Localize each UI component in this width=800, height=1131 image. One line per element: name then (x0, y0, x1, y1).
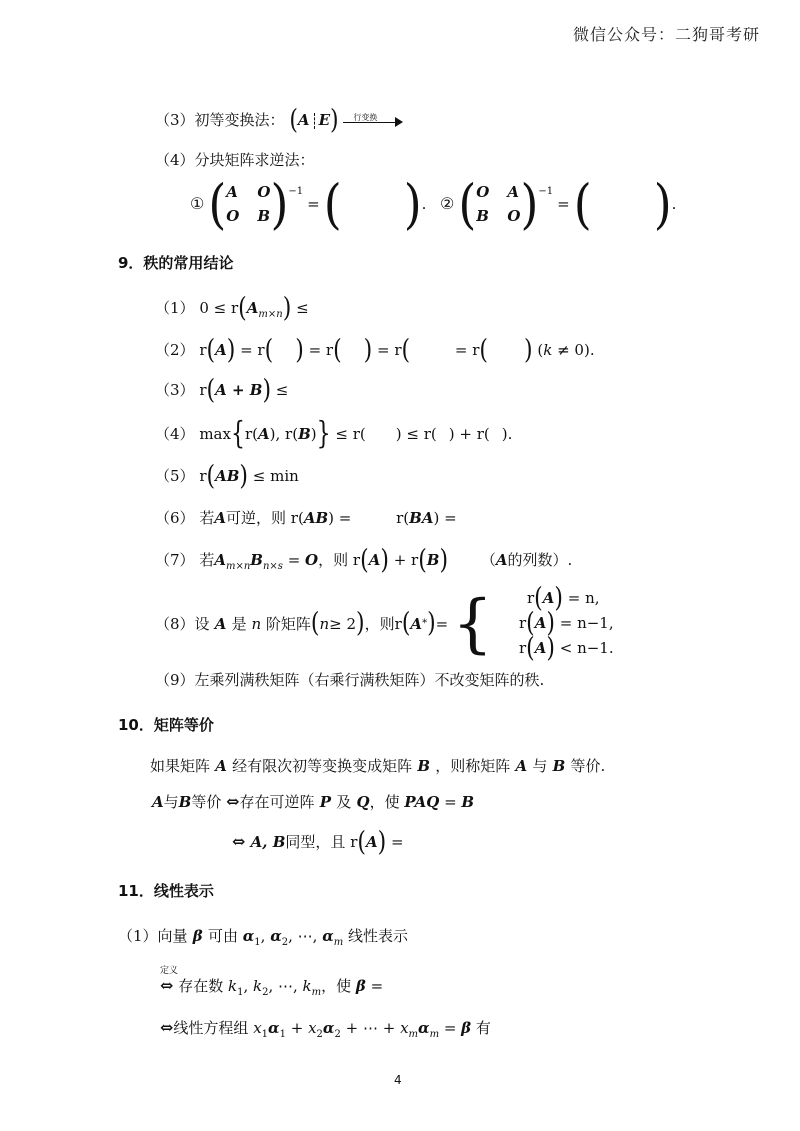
row-transform-arrow (343, 111, 403, 131)
rank-item-7: （7） 若$A_{m\times n}B_{n\times s} = O$，则 r(A) + r(B) （A的列数）. (155, 544, 573, 576)
linear-representation-item-1: （1）向量 β 可由 $\alpha_1$, $\alpha_2$, ⋯, $\alpha_m$ 线性表示 (118, 927, 409, 948)
rank-item-5: （5） r(AB) ≤ min (155, 460, 299, 492)
page-number: 4 (394, 1073, 402, 1087)
equivalence-condition-1: A与B等价 ⇔存在可逆阵 P 及 Q，使 PAQ = B (152, 792, 475, 811)
rank-item-6: （6） 若A可逆，则 r(AB) = r(BA) = (155, 509, 457, 527)
equivalence-condition-2: ⇔ A, B同型，且 r(A) = (232, 826, 404, 858)
watermark: 微信公众号：二狗哥考研 (572, 25, 760, 44)
rank-item-1: （1） $0 \le r(A_{m\times n})$ ≤ (155, 292, 309, 324)
adjoint-rank-cases: r(A) = n, r(A) = n−1, r(A) < n−1. (518, 582, 614, 664)
block-matrix: O A B O (476, 183, 521, 225)
circle-2: ② (440, 194, 455, 213)
rank-item-2: （2） r(A) = r( ) = r( ) = r( = r( ) (k ≠ 0). (155, 334, 595, 366)
linear-representation-def: 定义 ⇔ 存在数 $k_1$, $k_2$, ⋯, $k_m$，使 β = (160, 966, 384, 998)
linear-representation-equation: ⇔线性方程组 $x_1\alpha_1 + x_2\alpha_2$ + ⋯ + $x_m\alpha_m = \beta$ 有 (160, 1018, 491, 1040)
section-title-rank: 9．秩的常用结论 (118, 254, 234, 272)
item-elementary-transform: （3）初等变换法： (A E) 行变换 (155, 110, 403, 131)
item-label: （4）分块矩阵求逆法： (155, 151, 315, 169)
item-block-inverse (155, 150, 315, 170)
section-title-linear-representation: 11．线性表示 (118, 882, 214, 900)
circle-1: ① (190, 194, 205, 213)
equivalence-definition: 如果矩阵 A 经有限次初等变换变成矩阵 B ，则称矩阵 A 与 B 等价. (150, 757, 606, 775)
rank-item-8: （8） 设 A 是 n 阶矩阵 ( n ≥ 2 ) ，则 r ( A * ) = { r(A) = n, r(A) = n−1, r(A) < n−1. (155, 582, 614, 664)
rank-item-4: （4） max{r(A), r(B)} ≤ r( ) ≤ r( ) + r( ). (155, 416, 513, 452)
block-inverse-formula-1: ① ( A O O B ) $^{-1}$ = ( ) . (190, 172, 427, 236)
rank-item-3: （3） r(A + B) ≤ (155, 374, 289, 406)
section-title-equivalence: 10．矩阵等价 (118, 716, 214, 734)
block-matrix: A O O B (226, 183, 271, 225)
item-label: （3）初等变换法： (155, 111, 285, 129)
arrow-label: 行变换 (353, 113, 378, 122)
rank-item-9: （9）左乘列满秩矩阵（右乘行满秩矩阵）不改变矩阵的秩. (155, 671, 545, 689)
block-inverse-formula-2: ② ( O A B O ) $^{-1}$ = ( ) . (440, 172, 677, 236)
